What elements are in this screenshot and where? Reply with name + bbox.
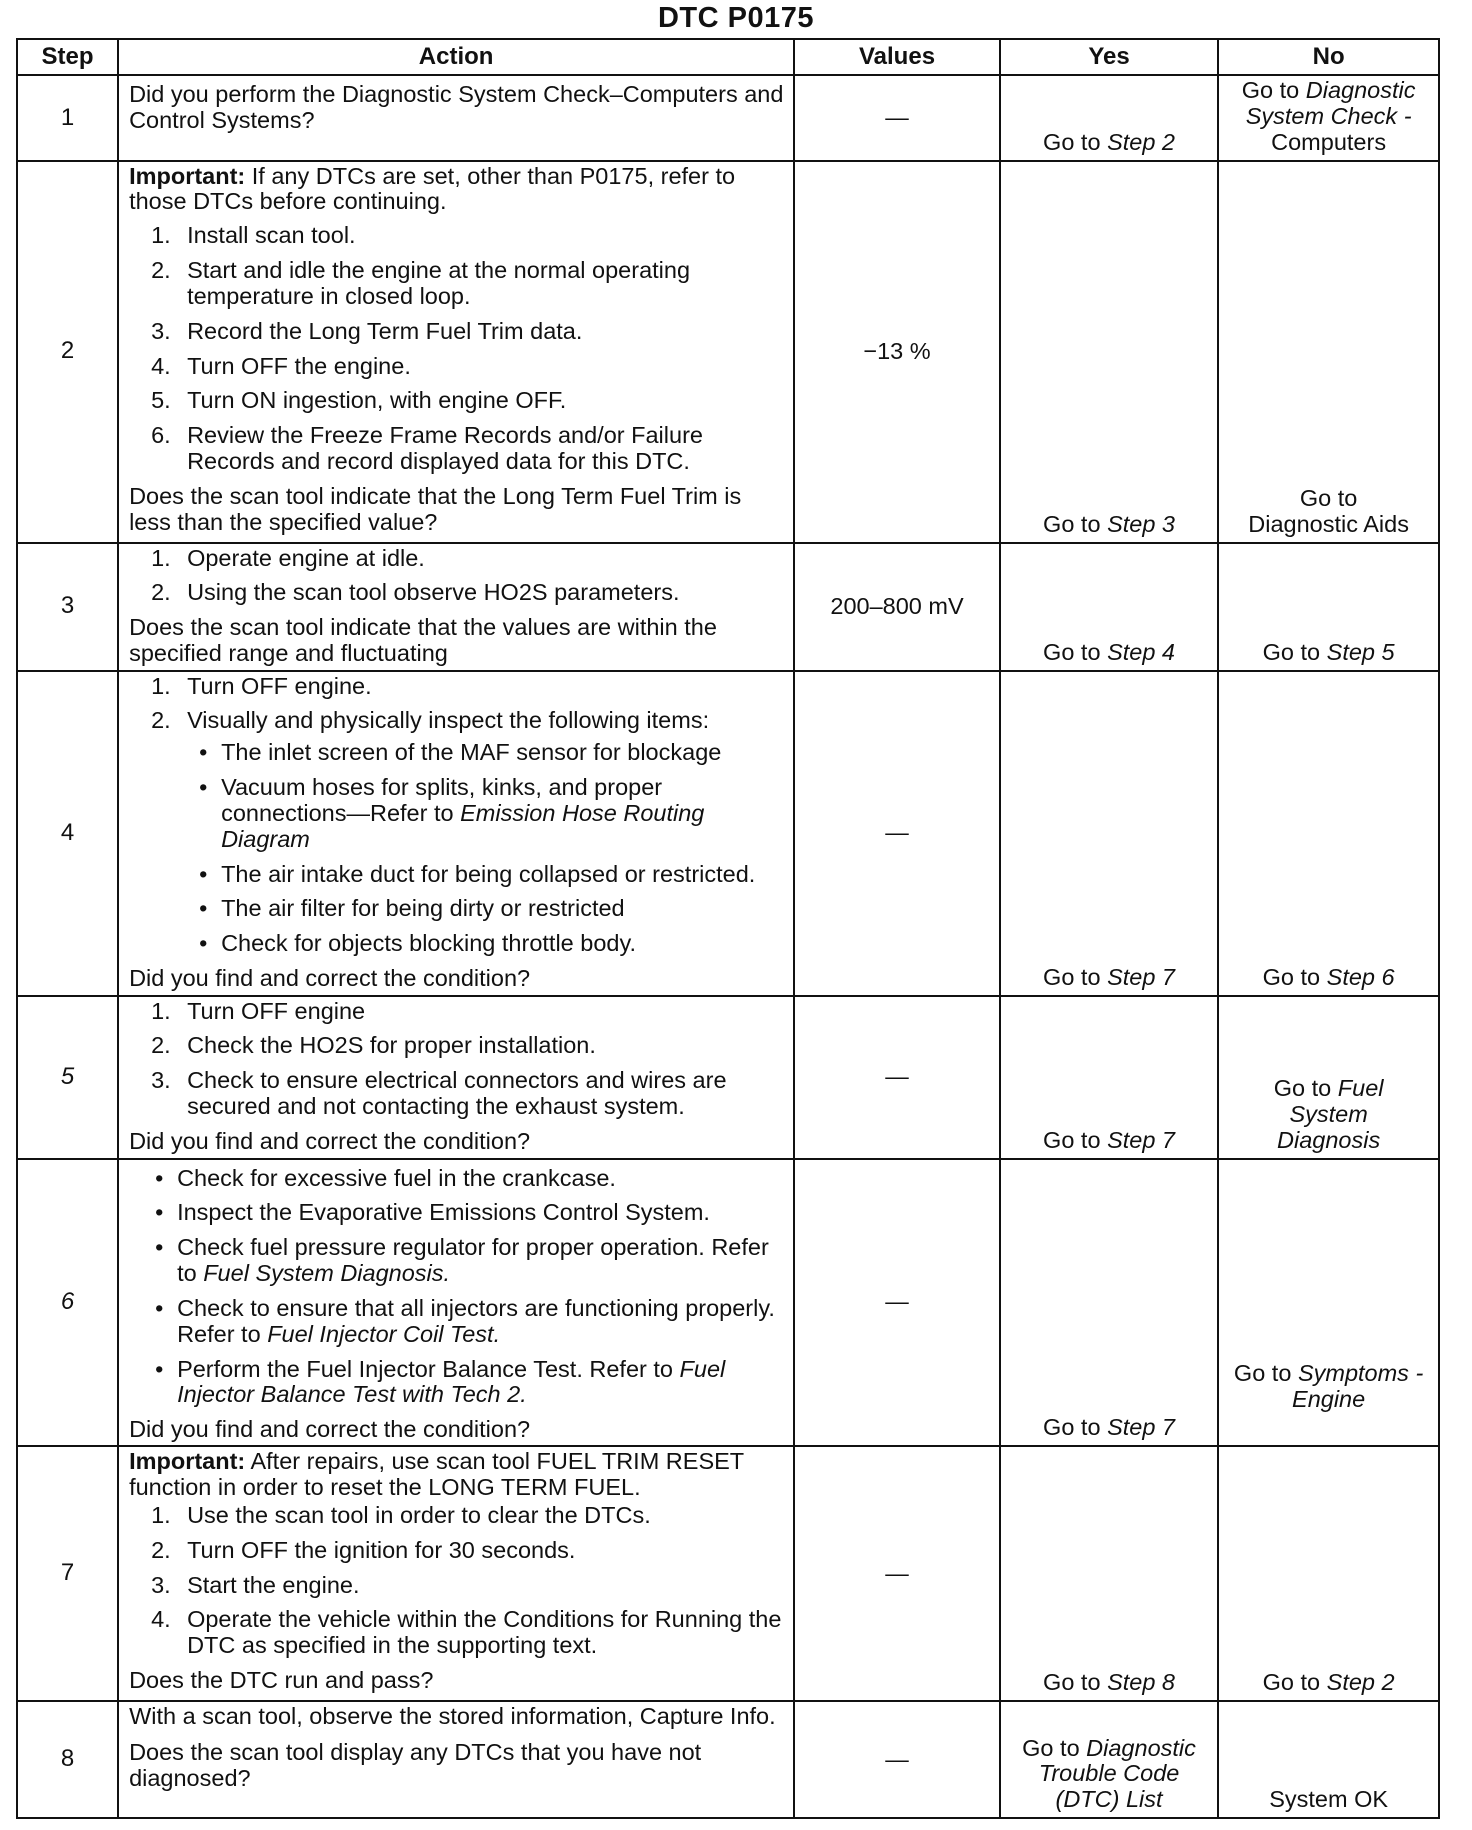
step-number: 6 — [17, 1159, 118, 1447]
action-question: Does the scan tool indicate that the Long Term Fuel Trim is less than the specified value? — [129, 482, 742, 535]
no-link: Diagnostic Aids — [1248, 510, 1409, 537]
list-item: 3. Record the Long Term Fuel Trim data. — [151, 317, 583, 344]
list-item: • Check to ensure that all injectors are functioning properly. Refer to Fuel Injector Coil Test. — [129, 1296, 785, 1348]
step-number: 2 — [17, 161, 118, 543]
action-question: Did you find and correct the condition? — [129, 1416, 531, 1443]
action-question: Did you find and correct the condition? — [129, 1127, 531, 1154]
header-action: Action — [118, 39, 794, 75]
action-cell — [118, 671, 794, 996]
yes-cell: Go to Step 7 — [1000, 996, 1218, 1159]
no-suffix: Computers — [1271, 128, 1387, 155]
yes-link: Step 4 — [1107, 638, 1176, 665]
dtc-table — [16, 38, 1440, 1819]
yes-cell: Go to Diagnostic Trouble Code (DTC) List — [1000, 1701, 1218, 1818]
table-row-step-7 — [17, 1446, 1439, 1701]
yes-link: Diagnostic Trouble Code (DTC) List — [1038, 1734, 1196, 1813]
list-item: 1. Use the scan tool in order to clear the DTCs. — [151, 1501, 651, 1528]
header-values: Values — [794, 39, 1000, 75]
no-prefix: Go to — [1241, 77, 1306, 103]
no-link: Step 5 — [1326, 638, 1395, 665]
yes-cell: Go to Step 7 — [1000, 1159, 1218, 1447]
list-item: • The air filter for being dirty or restricted — [129, 896, 785, 922]
action-question: Does the scan tool display any DTCs that you have not diagnosed? — [129, 1738, 702, 1791]
no-cell: Go to Fuel System Diagnosis — [1218, 996, 1439, 1159]
list-item: • Inspect the Evaporative Emissions Control System. — [129, 1200, 785, 1226]
value-cell: — — [794, 1701, 1000, 1818]
list-item: 4. Turn OFF the engine. — [151, 352, 411, 379]
step-number: 5 — [17, 996, 118, 1159]
no-link: Step 2 — [1326, 1669, 1395, 1696]
action-question: Does the scan tool indicate that the values are within the specified range and fluctuating — [129, 614, 717, 667]
list-item: • Check for excessive fuel in the crankcase. — [129, 1166, 785, 1192]
list-item: 1. Turn OFF engine. — [151, 672, 372, 699]
action-cell — [118, 1446, 794, 1701]
value-cell: 200–800 mV — [794, 543, 1000, 671]
important-text: After repairs, use scan tool FUEL TRIM RESET function in order to reset the LONG TERM FUEL. — [129, 1448, 744, 1500]
list-item: • Check for objects blocking throttle body. — [129, 931, 785, 957]
action-steps — [129, 1503, 785, 1659]
yes-cell — [1000, 75, 1218, 161]
yes-prefix: Go to — [1043, 128, 1108, 155]
important-text: If any DTCs are set, other than P0175, refer to those DTCs before continuing. — [129, 162, 736, 215]
value-cell: — — [794, 1159, 1000, 1447]
yes-cell: Go to Step 3 — [1000, 161, 1218, 543]
list-item: • Perform the Fuel Injector Balance Test. Refer to Fuel Injector Balance Test with Tech 2. — [129, 1357, 785, 1409]
check-items — [129, 1166, 785, 1409]
table-row-step-4 — [17, 671, 1439, 996]
no-cell — [1218, 75, 1439, 161]
header-no: No — [1218, 39, 1439, 75]
list-item: 1. Install scan tool. — [151, 222, 356, 249]
table-row-step-5 — [17, 996, 1439, 1159]
action-text: With a scan tool, observe the stored information, Capture Info. — [129, 1703, 776, 1730]
yes-link: Step 7 — [1107, 1126, 1176, 1153]
action-cell — [118, 1701, 794, 1818]
value-cell: — — [794, 671, 1000, 996]
table-row-step-3 — [17, 543, 1439, 671]
list-item: 6. Review the Freeze Frame Records and/or Failure Records and record displayed data for this DTC. — [151, 422, 703, 475]
step-number: 7 — [17, 1446, 118, 1701]
inspect-items — [129, 740, 785, 957]
value-cell: −13 % — [794, 161, 1000, 543]
header-yes: Yes — [1000, 39, 1218, 75]
list-item: • Check fuel pressure regulator for proper operation. Refer to Fuel System Diagnosis. — [129, 1235, 785, 1287]
action-cell — [118, 543, 794, 671]
list-item: 2. Turn OFF the ignition for 30 seconds. — [151, 1536, 576, 1563]
list-item: 2. Start and idle the engine at the normal operating temperature in closed loop. — [151, 257, 691, 309]
list-item: • The inlet screen of the MAF sensor for blockage — [129, 740, 785, 766]
list-item: 2. Visually and physically inspect the following items: — [151, 707, 710, 734]
yes-link: Step 2 — [1107, 128, 1176, 155]
action-steps — [129, 546, 785, 607]
no-cell: Go to Step 2 — [1218, 1446, 1439, 1701]
no-cell: Go to Step 5 — [1218, 543, 1439, 671]
no-cell: Go to Step 6 — [1218, 671, 1439, 996]
no-cell: Go to Symptoms - Engine — [1218, 1159, 1439, 1447]
yes-cell: Go to Step 7 — [1000, 671, 1218, 996]
action-steps — [129, 223, 785, 475]
action-cell — [118, 161, 794, 543]
no-link: Step 6 — [1326, 963, 1395, 990]
action-cell — [118, 996, 794, 1159]
list-item: 3. Check to ensure electrical connectors and wires are secured and not contacting the exhaust system. — [151, 1067, 727, 1120]
important-label: Important: — [129, 1448, 246, 1475]
action-question: Did you perform the Diagnostic System Check–Computers and Control Systems? — [129, 81, 784, 133]
table-row-step-6 — [17, 1159, 1439, 1447]
list-item: • Vacuum hoses for splits, kinks, and proper connections—Refer to Emission Hose Routing Diagram — [129, 775, 785, 853]
list-item: 1. Operate engine at idle. — [151, 544, 425, 571]
action-question: Does the DTC run and pass? — [129, 1667, 434, 1694]
action-cell — [118, 1159, 794, 1447]
list-item: 2. Using the scan tool observe HO2S parameters. — [151, 579, 680, 606]
header-step: Step — [17, 39, 118, 75]
value-cell: — — [794, 1446, 1000, 1701]
yes-cell: Go to Step 4 — [1000, 543, 1218, 671]
list-item: 5. Turn ON ingestion, with engine OFF. — [151, 387, 567, 414]
list-item: • The air intake duct for being collapsed or restricted. — [129, 862, 785, 888]
important-label: Important: — [129, 162, 246, 189]
no-cell: Go to Diagnostic Aids — [1218, 161, 1439, 543]
value-cell: — — [794, 996, 1000, 1159]
step-number: 3 — [17, 543, 118, 671]
important-note — [129, 1449, 785, 1501]
table-row-step-1 — [17, 75, 1439, 161]
list-item: 4. Operate the vehicle within the Conditions for Running the DTC as specified in the supporting text. — [151, 1606, 782, 1659]
no-cell: System OK — [1218, 1701, 1439, 1818]
list-item: 1. Turn OFF engine — [151, 997, 366, 1024]
no-link: Fuel System Diagnosis — [1277, 1075, 1384, 1153]
yes-link: Step 8 — [1107, 1669, 1176, 1696]
table-row-step-2 — [17, 161, 1439, 543]
page-title: DTC P0175 — [657, 2, 814, 34]
action-steps — [129, 674, 785, 735]
no-link: Symptoms - Engine — [1292, 1360, 1424, 1413]
table-row-step-8 — [17, 1701, 1439, 1818]
yes-link: Step 7 — [1107, 1414, 1176, 1441]
no-link: Diagnostic System Check - — [1245, 77, 1416, 129]
step-number: 1 — [17, 75, 118, 161]
header-row — [17, 39, 1439, 75]
action-question: Did you find and correct the condition? — [129, 965, 531, 992]
value-cell: — — [794, 75, 1000, 161]
list-item: 3. Start the engine. — [151, 1571, 360, 1598]
action-steps — [129, 999, 785, 1120]
yes-link: Step 3 — [1107, 510, 1176, 537]
action-cell — [118, 75, 794, 161]
step-number: 4 — [17, 671, 118, 996]
important-note — [129, 164, 785, 216]
yes-link: Step 7 — [1107, 963, 1176, 990]
yes-cell: Go to Step 8 — [1000, 1446, 1218, 1701]
step-number: 8 — [17, 1701, 118, 1818]
list-item: 2. Check the HO2S for proper installation. — [151, 1032, 596, 1059]
